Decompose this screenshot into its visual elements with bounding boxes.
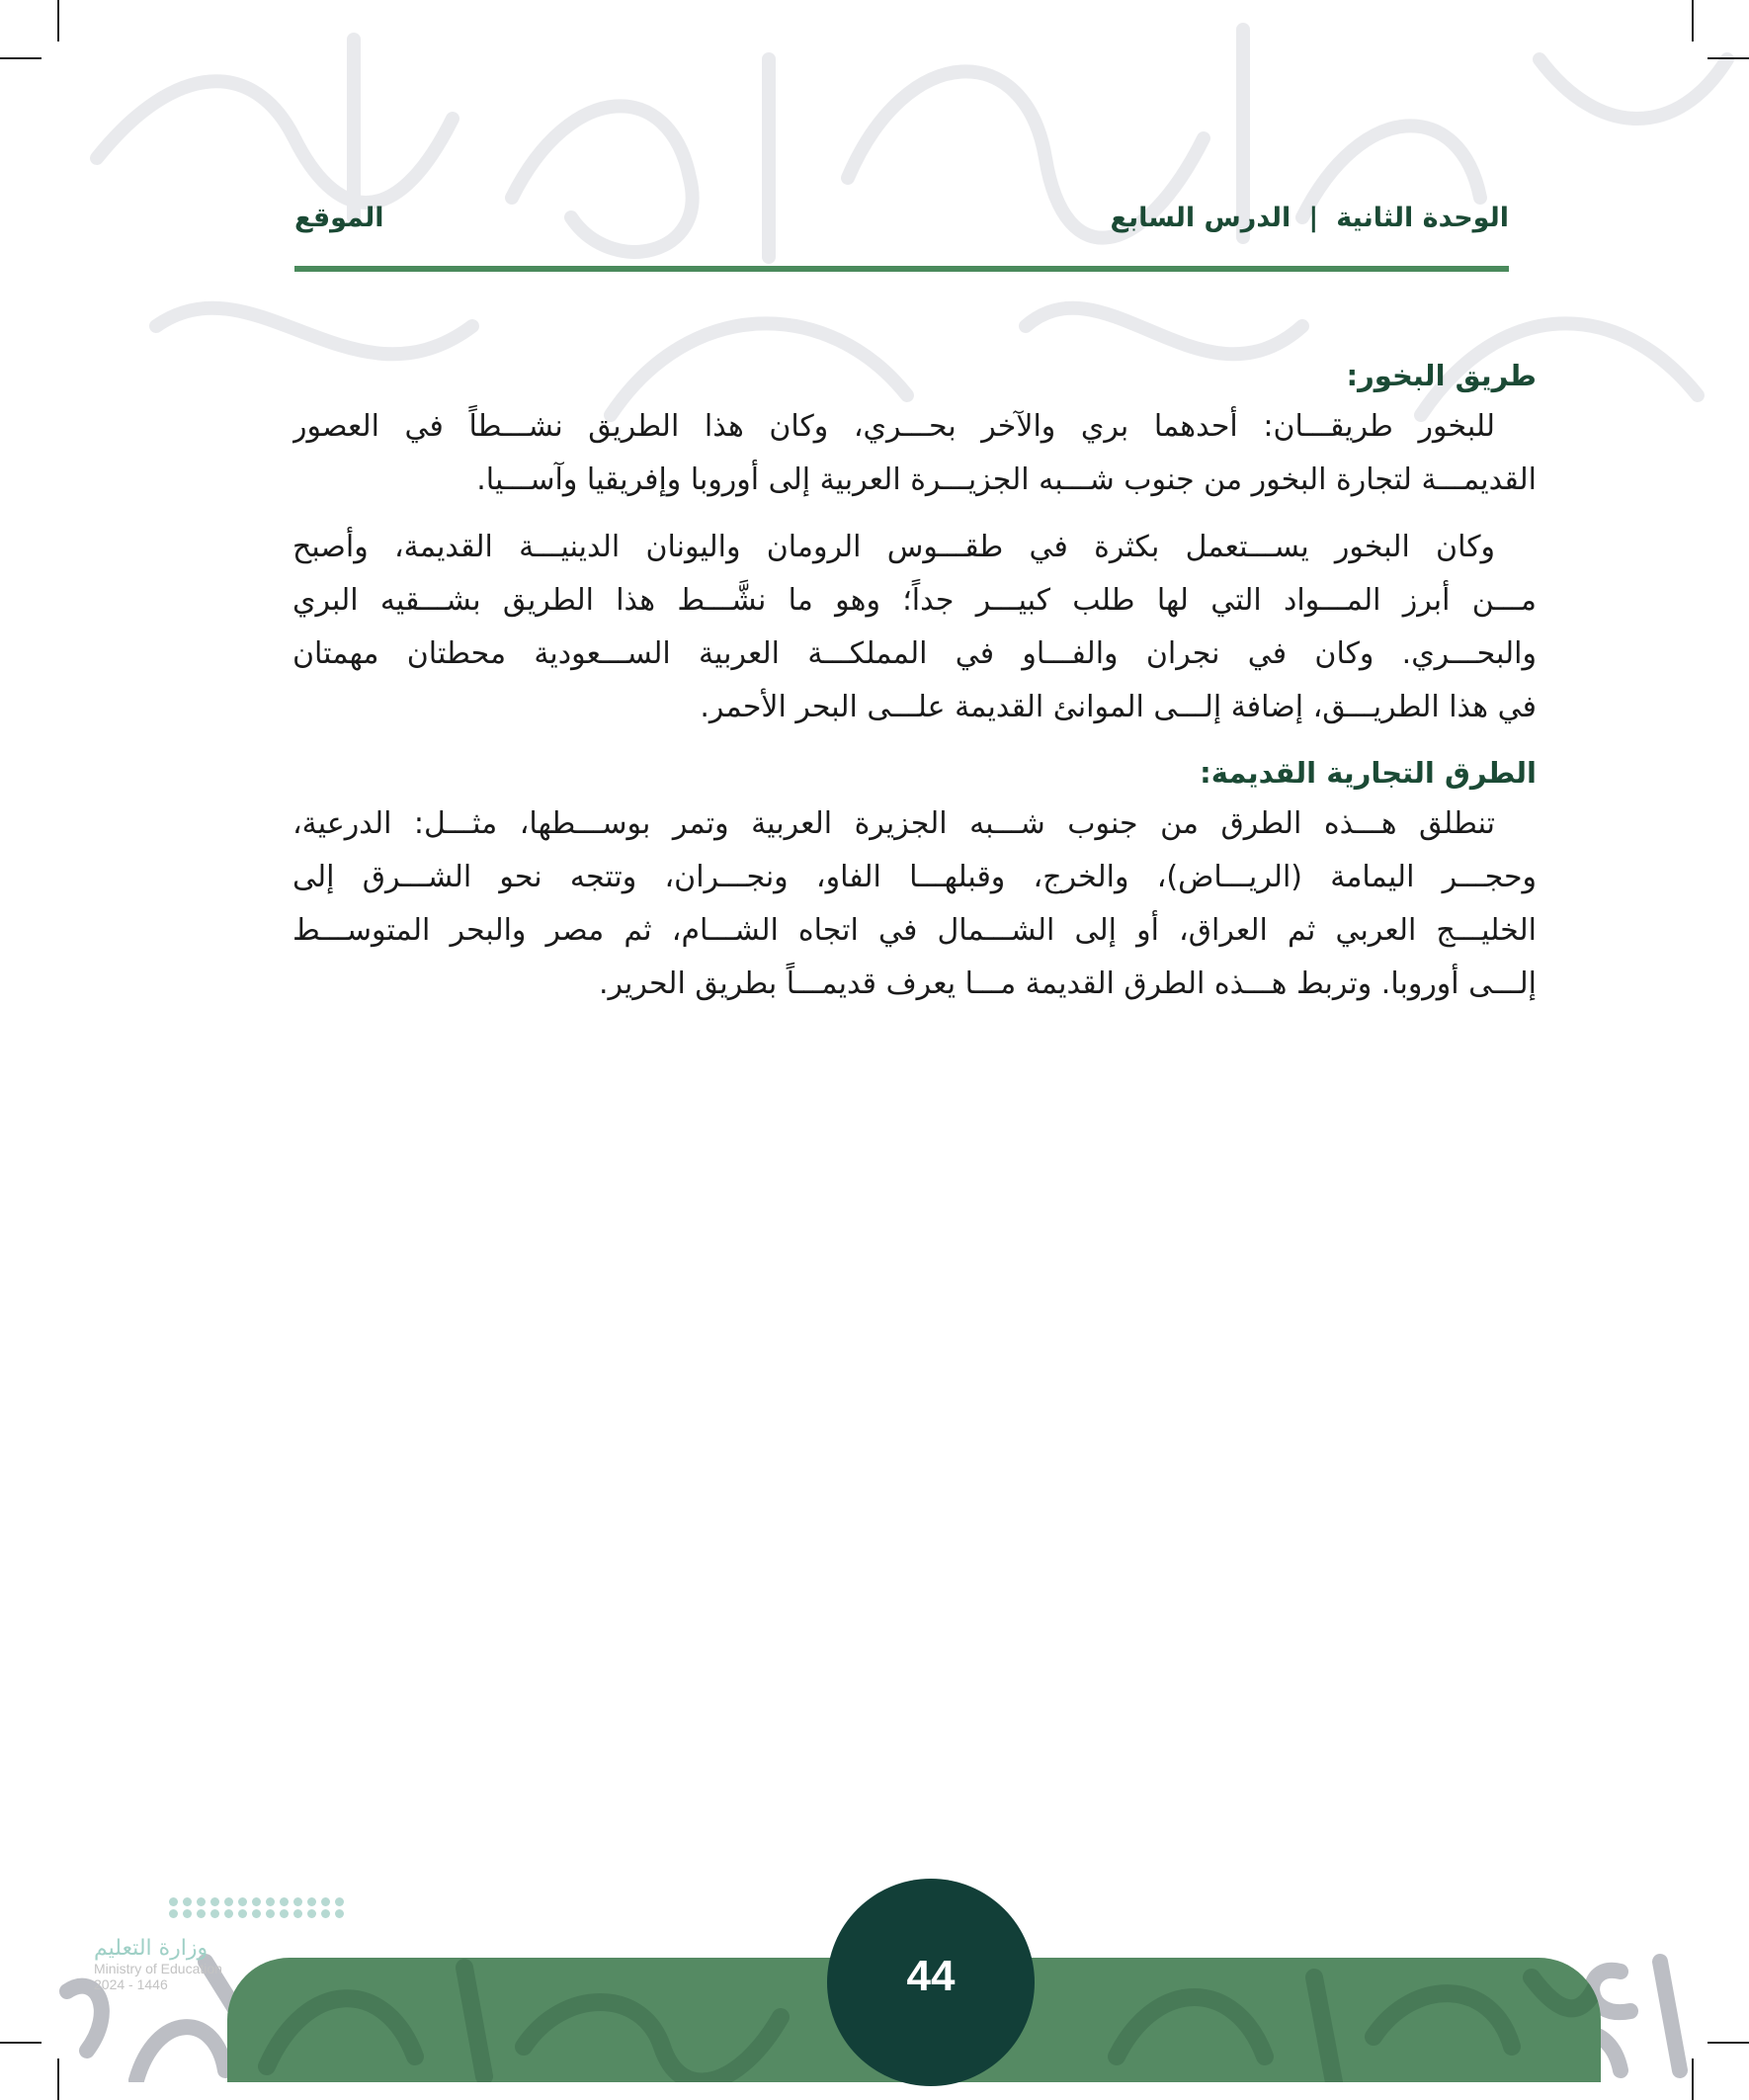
logo-dots-icon (169, 1897, 321, 1918)
unit-title: الوحدة الثانية (1336, 203, 1509, 233)
text-line: القديمـــة لتجارة البخور من جنوب شـــبه الجزيـــرة العربية إلى أوروبا وإفريقيا وآســـيا. (476, 462, 1537, 497)
text-line: والبحـــري. وكان في نجران والفـــاو في المملكـــة العربية الســـعودية محطتان مهمتان (292, 636, 1537, 671)
page-header (294, 203, 1509, 252)
text-line: في هذا الطريـــق، إضافة إلـــى الموانئ القديمة علـــى البحر الأحمر. (700, 690, 1537, 724)
lesson-title: الدرس السابع (1110, 203, 1291, 233)
crop-mark (0, 57, 42, 59)
section-heading: طريق البخور: (1346, 359, 1537, 392)
logo-english-text: Ministry of Education (94, 1961, 222, 1976)
header-divider (294, 266, 1509, 272)
text-line: تنطلق هـــذه الطرق من جنوب شـــبه الجزيرة العربية وتمر بوســـطها، مثـــل: الدرعية، (292, 806, 1495, 841)
crop-mark (1692, 2058, 1694, 2100)
text-line: إلـــى أوروبا. وتربط هـــذه الطرق القديمة مـــا يعرف قديمـــاً بطريق الحرير. (598, 966, 1537, 1001)
logo-arabic-text: وزارة التعليم (94, 1936, 208, 1961)
page-number: 44 (906, 1952, 956, 2000)
paragraph (292, 400, 1537, 507)
crop-mark (1692, 0, 1694, 42)
text-line: وحجـــر اليمامة (الريـــاض)، والخرج، وقبلهـــا الفاو، ونجـــران، وتتجه نحو الشـــرق إلى (292, 860, 1537, 894)
page-content (292, 351, 1537, 1011)
paragraph (292, 521, 1537, 734)
text-line: للبخور طريقـــان: أحدهما بري والآخر بحـــري، وكان هذا الطريق نشـــطاً في العصور (292, 409, 1495, 444)
crop-mark (57, 0, 59, 42)
text-line: الخليـــج العربي ثم العراق، أو إلى الشـــمال في اتجاه الشـــام، ثم مصر والبحر المتوســـط (292, 913, 1537, 948)
ministry-logo (94, 1897, 321, 1992)
text-line: وكان البخور يســـتعمل بكثرة في طقـــوس الرومان واليونان الدينيـــة القديمة، وأصبح (292, 530, 1495, 564)
crop-mark (0, 2042, 42, 2044)
crop-mark (1707, 2042, 1749, 2044)
crop-mark (1707, 57, 1749, 59)
logo-year: 2024 - 1446 (94, 1976, 168, 1992)
breadcrumb (1111, 203, 1509, 233)
header-separator: | (1308, 203, 1319, 233)
text-line: مـــن أبرز المـــواد التي لها طلب كبيـــر جداً؛ وهو ما نشَّـــط هذا الطريق بشـــقيه البري (292, 583, 1537, 618)
topic-title: الموقع (294, 203, 384, 233)
paragraph (292, 798, 1537, 1011)
section-heading: الطرق التجارية القديمة: (1200, 756, 1537, 790)
